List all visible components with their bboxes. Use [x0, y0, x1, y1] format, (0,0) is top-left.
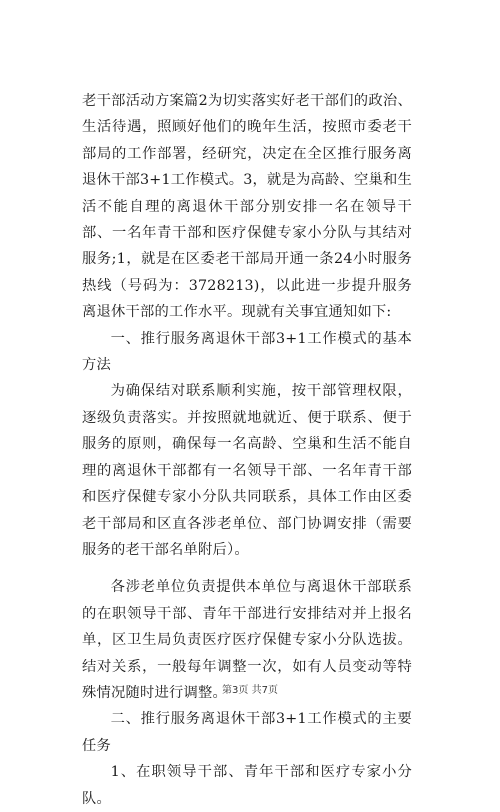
task-item-1: 1、在职领导干部、青年干部和医疗专家小分队。	[82, 764, 412, 807]
responsibility-paragraph: 各涉老单位负责提供本单位与离退休干部联系的在职领导干部、青年干部进行安排结对并上报名单，区卫生局负责医疗医疗保健专家小分队选拔。结对关系，一般每年调整一次，如有人员变动等特殊情况随时进行调整。	[82, 579, 412, 701]
section-heading-1: 一、推行服务离退休干部3+1工作模式的基本方法	[82, 330, 412, 374]
method-paragraph: 为确保结对联系顺利实施，按干部管理权限，逐级负责落实。并按照就地就近、便于联系、便于服务的原则，确保每一名高龄、空巢和生活不能自理的离退休干部都有一名领导干部、一名年青干部和医疗保健专家小分队共同联系，具体工作由区委老干部局和区直各涉老单位、部门协调安排（需要服务的老干部名单附后）。	[82, 383, 412, 558]
page-number-footer: 第3页 共7页	[222, 685, 278, 696]
document-body	[82, 88, 412, 812]
intro-paragraph: 老干部活动方案篇2为切实落实好老干部们的政治、生活待遇，照顾好他们的晚年生活，按照市委老干部局的工作部署，经研究，决定在全区推行服务离退休干部3+1工作模式。3，就是为高龄、空巢和生活不能自理的离退休干部分别安排一名在领导干部、一名年青干部和医疗保健专家小分队与其结对服务;1，就是在区委老干部局开通一条24小时服务热线（号码为：3728213)，以此进一步提升服务离退休干部的工作水平。现就有关事宜通知如下:	[82, 93, 413, 321]
section-heading-2: 二、推行服务离退休干部3+1工作模式的主要任务	[82, 711, 412, 754]
